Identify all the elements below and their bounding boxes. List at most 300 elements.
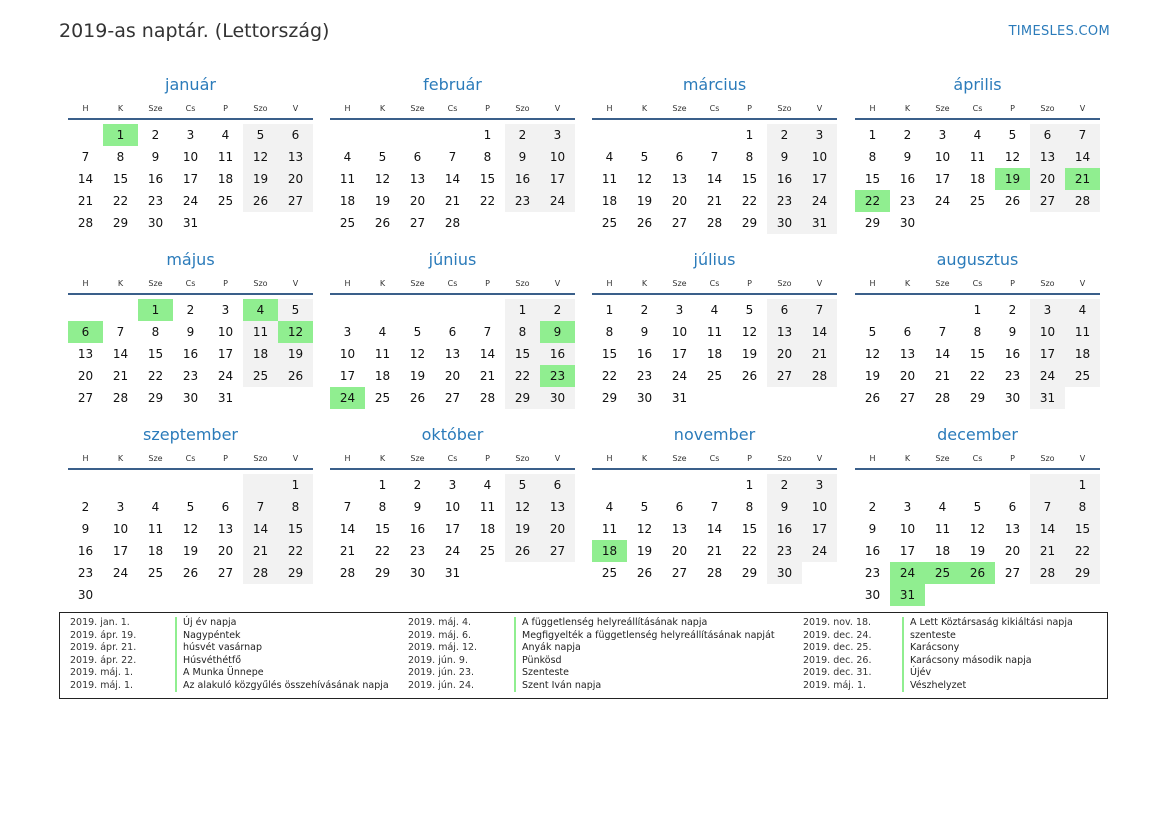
day-cell: 14 [444,172,461,186]
day-cell: 4 [605,500,614,514]
weekday-header [330,450,575,470]
day-cell: 8 [378,500,387,514]
weekday-label: K [117,454,124,463]
empty-cell [435,299,470,321]
day-cell: 27 [1004,566,1021,580]
day-cell: 5 [186,500,195,514]
weekday-label: Sze [148,104,163,113]
day-cell: 26 [505,540,540,562]
month-name: április [953,75,1002,94]
empty-cell [960,474,995,496]
week-row [68,474,313,496]
day-cell: 14 [706,172,723,186]
legend-row [408,630,775,643]
day-cell: 1 [103,124,138,146]
day-cell: 22 [278,540,313,562]
empty-cell [470,562,505,584]
empty-cell [662,474,697,496]
day-cell: 22 [601,369,618,383]
day-cell: 17 [217,347,234,361]
day-cell: 5 [973,500,982,514]
day-cell: 3 [802,124,837,146]
day-cell: 25 [969,194,986,208]
day-cell: 23 [1004,369,1021,383]
week-row [855,474,1100,496]
day-cell: 19 [182,544,199,558]
day-cell: 31 [890,584,925,606]
week-row [68,584,313,606]
day-cell: 13 [1030,146,1065,168]
day-cell: 8 [1065,496,1100,518]
empty-cell [365,299,400,321]
day-cell: 15 [505,343,540,365]
day-cell: 4 [343,150,352,164]
day-cell: 23 [182,369,199,383]
week-row [855,146,1100,168]
day-cell: 7 [802,299,837,321]
empty-cell [330,299,365,321]
day-cell: 22 [969,369,986,383]
day-cell: 7 [448,150,457,164]
week-row [68,321,313,343]
day-cell: 3 [116,500,125,514]
day-cell: 28 [934,391,951,405]
empty-cell [1065,584,1100,606]
weekday-label: H [606,279,613,288]
weekday-label: V [292,454,299,463]
month-name: június [428,250,477,269]
day-cell: 18 [374,369,391,383]
day-cell: 7 [483,325,492,339]
empty-cell [400,124,435,146]
day-cell: 30 [182,391,199,405]
day-cell: 11 [1065,321,1100,343]
holiday-name: Pünkösd [514,655,562,668]
week-row [855,299,1100,321]
holiday-date: 2019. máj. 12. [408,642,478,653]
day-cell: 13 [671,172,688,186]
week-row [592,321,837,343]
day-cell: 8 [505,321,540,343]
week-row [68,190,313,212]
day-cell: 9 [413,500,422,514]
week-row [592,562,837,584]
day-cell: 29 [112,216,129,230]
day-cell: 19 [969,544,986,558]
empty-cell [1065,212,1100,234]
day-cell: 9 [81,522,90,536]
empty-cell [243,212,278,234]
weekday-label: H [869,104,876,113]
month-calendar [68,74,313,234]
month-name: március [682,75,747,94]
day-cell: 19 [374,194,391,208]
weekday-label: V [554,279,561,288]
holiday-date: 2019. máj. 4. [408,617,472,628]
day-cell: 18 [1065,343,1100,365]
week-row [330,562,575,584]
day-cell: 27 [540,540,575,562]
day-cell: 14 [706,522,723,536]
day-cell: 14 [802,321,837,343]
day-cell: 17 [112,544,129,558]
week-row [592,190,837,212]
weekday-label: P [485,454,490,463]
day-cell: 12 [864,347,881,361]
day-cell: 3 [221,303,230,317]
legend-row [70,667,389,680]
day-cell: 24 [671,369,688,383]
day-cell: 22 [741,194,758,208]
empty-cell [925,299,960,321]
legend-row [803,655,1073,668]
empty-cell [627,124,662,146]
day-cell: 21 [934,369,951,383]
day-cell: 20 [767,343,802,365]
day-cell: 17 [802,518,837,540]
weekday-label: Sze [672,454,687,463]
empty-cell [243,387,278,409]
weekday-header [855,100,1100,120]
empty-cell [208,212,243,234]
holiday-date: 2019. jún. 9. [408,654,469,666]
legend-row [408,642,775,655]
weekday-label: Sze [672,279,687,288]
day-cell: 23 [899,194,916,208]
day-cell: 12 [969,522,986,536]
empty-cell [365,124,400,146]
empty-cell [278,387,313,409]
day-cell: 9 [505,146,540,168]
day-cell: 24 [890,562,925,584]
day-cell: 23 [540,365,575,387]
month-name: január [165,75,216,94]
weekday-header [592,275,837,295]
day-cell: 27 [671,216,688,230]
day-cell: 6 [675,150,684,164]
empty-cell [1030,474,1065,496]
holiday-date: 2019. ápr. 21. [70,642,137,653]
week-row [68,540,313,562]
day-cell: 6 [448,325,457,339]
weekday-label: H [344,454,351,463]
day-cell: 29 [741,216,758,230]
day-cell: 12 [741,325,758,339]
weekday-label: H [82,104,89,113]
day-cell: 25 [147,566,164,580]
weekday-label: Szo [253,454,268,463]
weekday-label: Cs [447,279,458,288]
month-name: július [693,250,736,269]
weekday-label: Szo [1040,104,1055,113]
weekday-header [330,100,575,120]
day-cell: 20 [899,369,916,383]
holiday-name: A függetlenség helyreállításának napja [514,617,707,630]
day-cell: 27 [1030,190,1065,212]
legend-row [70,617,389,630]
day-cell: 6 [675,500,684,514]
empty-cell [138,474,173,496]
day-cell: 23 [767,190,802,212]
weekday-label: H [344,279,351,288]
weekday-label: Cs [709,454,720,463]
weekday-label: P [747,454,752,463]
weekday-label: H [606,454,613,463]
month-calendar [592,424,837,584]
week-row [68,562,313,584]
day-cell: 11 [339,172,356,186]
week-row [68,299,313,321]
day-cell: 2 [868,500,877,514]
day-cell: 4 [938,500,947,514]
day-cell: 3 [448,478,457,492]
day-cell: 30 [409,566,426,580]
week-row [592,168,837,190]
day-cell: 4 [605,150,614,164]
day-cell: 5 [505,474,540,496]
weekday-label: P [485,104,490,113]
empty-cell [732,387,767,409]
day-cell: 27 [278,190,313,212]
week-row [68,518,313,540]
empty-cell [995,212,1030,234]
holiday-name: Karácsony második napja [902,655,1032,668]
day-cell: 9 [186,325,195,339]
month-calendar [592,249,837,409]
holiday-date: 2019. dec. 31. [803,667,872,678]
day-cell: 29 [505,387,540,409]
week-row [330,496,575,518]
week-row [592,365,837,387]
day-cell: 15 [479,172,496,186]
day-cell: 22 [855,190,890,212]
weekday-header [68,450,313,470]
holiday-legend [59,612,1108,699]
day-cell: 26 [278,365,313,387]
day-cell: 17 [339,369,356,383]
legend-row [803,630,1073,643]
site-link[interactable]: TIMESLES.COM [1008,24,1110,39]
day-cell: 29 [147,391,164,405]
day-cell: 30 [636,391,653,405]
legend-row [803,680,1073,693]
weekday-label: Sze [148,279,163,288]
day-cell: 30 [147,216,164,230]
day-cell: 20 [671,544,688,558]
legend-row [408,617,775,630]
day-cell: 5 [278,299,313,321]
day-cell: 9 [1008,325,1017,339]
day-cell: 5 [868,325,877,339]
weekday-label: Sze [935,279,950,288]
holiday-name: Az alakuló közgyűlés összehívásának napja [175,680,389,693]
day-cell: 17 [182,172,199,186]
day-cell: 10 [802,496,837,518]
week-row [68,365,313,387]
day-cell: 12 [374,172,391,186]
day-cell: 29 [278,562,313,584]
day-cell: 13 [217,522,234,536]
day-cell: 3 [343,325,352,339]
month-name: december [937,425,1018,444]
day-cell: 15 [374,522,391,536]
day-cell: 20 [278,168,313,190]
day-cell: 25 [1065,365,1100,387]
weekday-label: Cs [185,104,196,113]
day-cell: 2 [767,124,802,146]
holiday-date: 2019. máj. 1. [70,667,134,678]
day-cell: 27 [671,566,688,580]
weekday-label: P [1010,454,1015,463]
day-cell: 27 [77,391,94,405]
day-cell: 7 [710,500,719,514]
week-row [855,168,1100,190]
day-cell: 28 [1065,190,1100,212]
empty-cell [697,474,732,496]
holiday-date: 2019. jan. 1. [70,617,130,628]
week-row [592,343,837,365]
month-calendar [592,74,837,234]
empty-cell [68,474,103,496]
day-cell: 10 [671,325,688,339]
weekday-label: H [606,104,613,113]
week-row [68,496,313,518]
day-cell: 16 [864,544,881,558]
day-cell: 24 [1030,365,1065,387]
day-cell: 7 [1065,124,1100,146]
day-cell: 7 [1030,496,1065,518]
day-cell: 13 [540,496,575,518]
empty-cell [890,474,925,496]
week-row [592,212,837,234]
day-cell: 19 [864,369,881,383]
empty-cell [925,474,960,496]
weekday-label: Cs [709,279,720,288]
day-cell: 22 [505,365,540,387]
weekday-label: P [223,279,228,288]
day-cell: 15 [278,518,313,540]
legend-row [408,655,775,668]
empty-cell [592,124,627,146]
weekday-label: Szo [515,104,530,113]
week-row [68,124,313,146]
day-cell: 8 [605,325,614,339]
week-row [330,365,575,387]
week-row [592,387,837,409]
week-row [68,387,313,409]
weekday-label: K [904,279,911,288]
weekday-label: Cs [972,104,983,113]
holiday-date: 2019. dec. 25. [803,642,872,653]
holiday-name: Újév [902,667,931,680]
day-cell: 18 [601,194,618,208]
day-cell: 19 [243,168,278,190]
day-cell: 17 [934,172,951,186]
weekday-label: Cs [447,454,458,463]
weekday-label: K [379,279,386,288]
holiday-date: 2019. jún. 24. [408,679,475,691]
empty-cell [470,299,505,321]
empty-cell [103,299,138,321]
day-cell: 16 [636,347,653,361]
day-cell: 15 [741,522,758,536]
day-cell: 20 [77,369,94,383]
day-cell: 22 [479,194,496,208]
day-cell: 11 [969,150,986,164]
day-cell: 26 [243,190,278,212]
day-cell: 26 [409,391,426,405]
week-row [330,146,575,168]
day-cell: 18 [339,194,356,208]
week-row [855,540,1100,562]
day-cell: 19 [636,194,653,208]
day-cell: 31 [1030,387,1065,409]
day-cell: 6 [540,474,575,496]
weekday-label: Cs [972,454,983,463]
week-row [592,124,837,146]
day-cell: 2 [81,500,90,514]
day-cell: 19 [741,347,758,361]
day-cell: 21 [1030,540,1065,562]
day-cell: 9 [151,150,160,164]
day-cell: 11 [374,347,391,361]
day-cell: 27 [217,566,234,580]
day-cell: 20 [540,518,575,540]
day-cell: 9 [640,325,649,339]
weekday-label: P [1010,104,1015,113]
day-cell: 24 [802,190,837,212]
day-cell: 7 [81,150,90,164]
day-cell: 24 [112,566,129,580]
day-cell: 16 [77,544,94,558]
day-cell: 22 [112,194,129,208]
day-cell: 7 [243,496,278,518]
holiday-name: Új év napja [175,617,236,630]
day-cell: 1 [483,128,492,142]
day-cell: 11 [934,522,951,536]
day-cell: 10 [540,146,575,168]
day-cell: 4 [973,128,982,142]
month-calendar [855,74,1100,234]
day-cell: 17 [444,522,461,536]
day-cell: 9 [767,146,802,168]
empty-cell [627,474,662,496]
weekday-label: Cs [972,279,983,288]
day-cell: 15 [969,347,986,361]
weekday-label: P [747,104,752,113]
day-cell: 21 [243,540,278,562]
week-row [330,387,575,409]
day-cell: 1 [868,128,877,142]
day-cell: 24 [182,194,199,208]
day-cell: 28 [1030,562,1065,584]
day-cell: 9 [767,496,802,518]
day-cell: 1 [605,303,614,317]
day-cell: 12 [409,347,426,361]
week-row [855,124,1100,146]
empty-cell [243,474,278,496]
day-cell: 10 [112,522,129,536]
day-cell: 23 [409,544,426,558]
week-row [330,518,575,540]
day-cell: 25 [479,544,496,558]
day-cell: 29 [741,566,758,580]
holiday-name: Megfigyelték a függetlenség helyreállításának napját [514,630,775,643]
day-cell: 22 [374,544,391,558]
week-row [330,124,575,146]
week-row [330,168,575,190]
day-cell: 27 [409,216,426,230]
